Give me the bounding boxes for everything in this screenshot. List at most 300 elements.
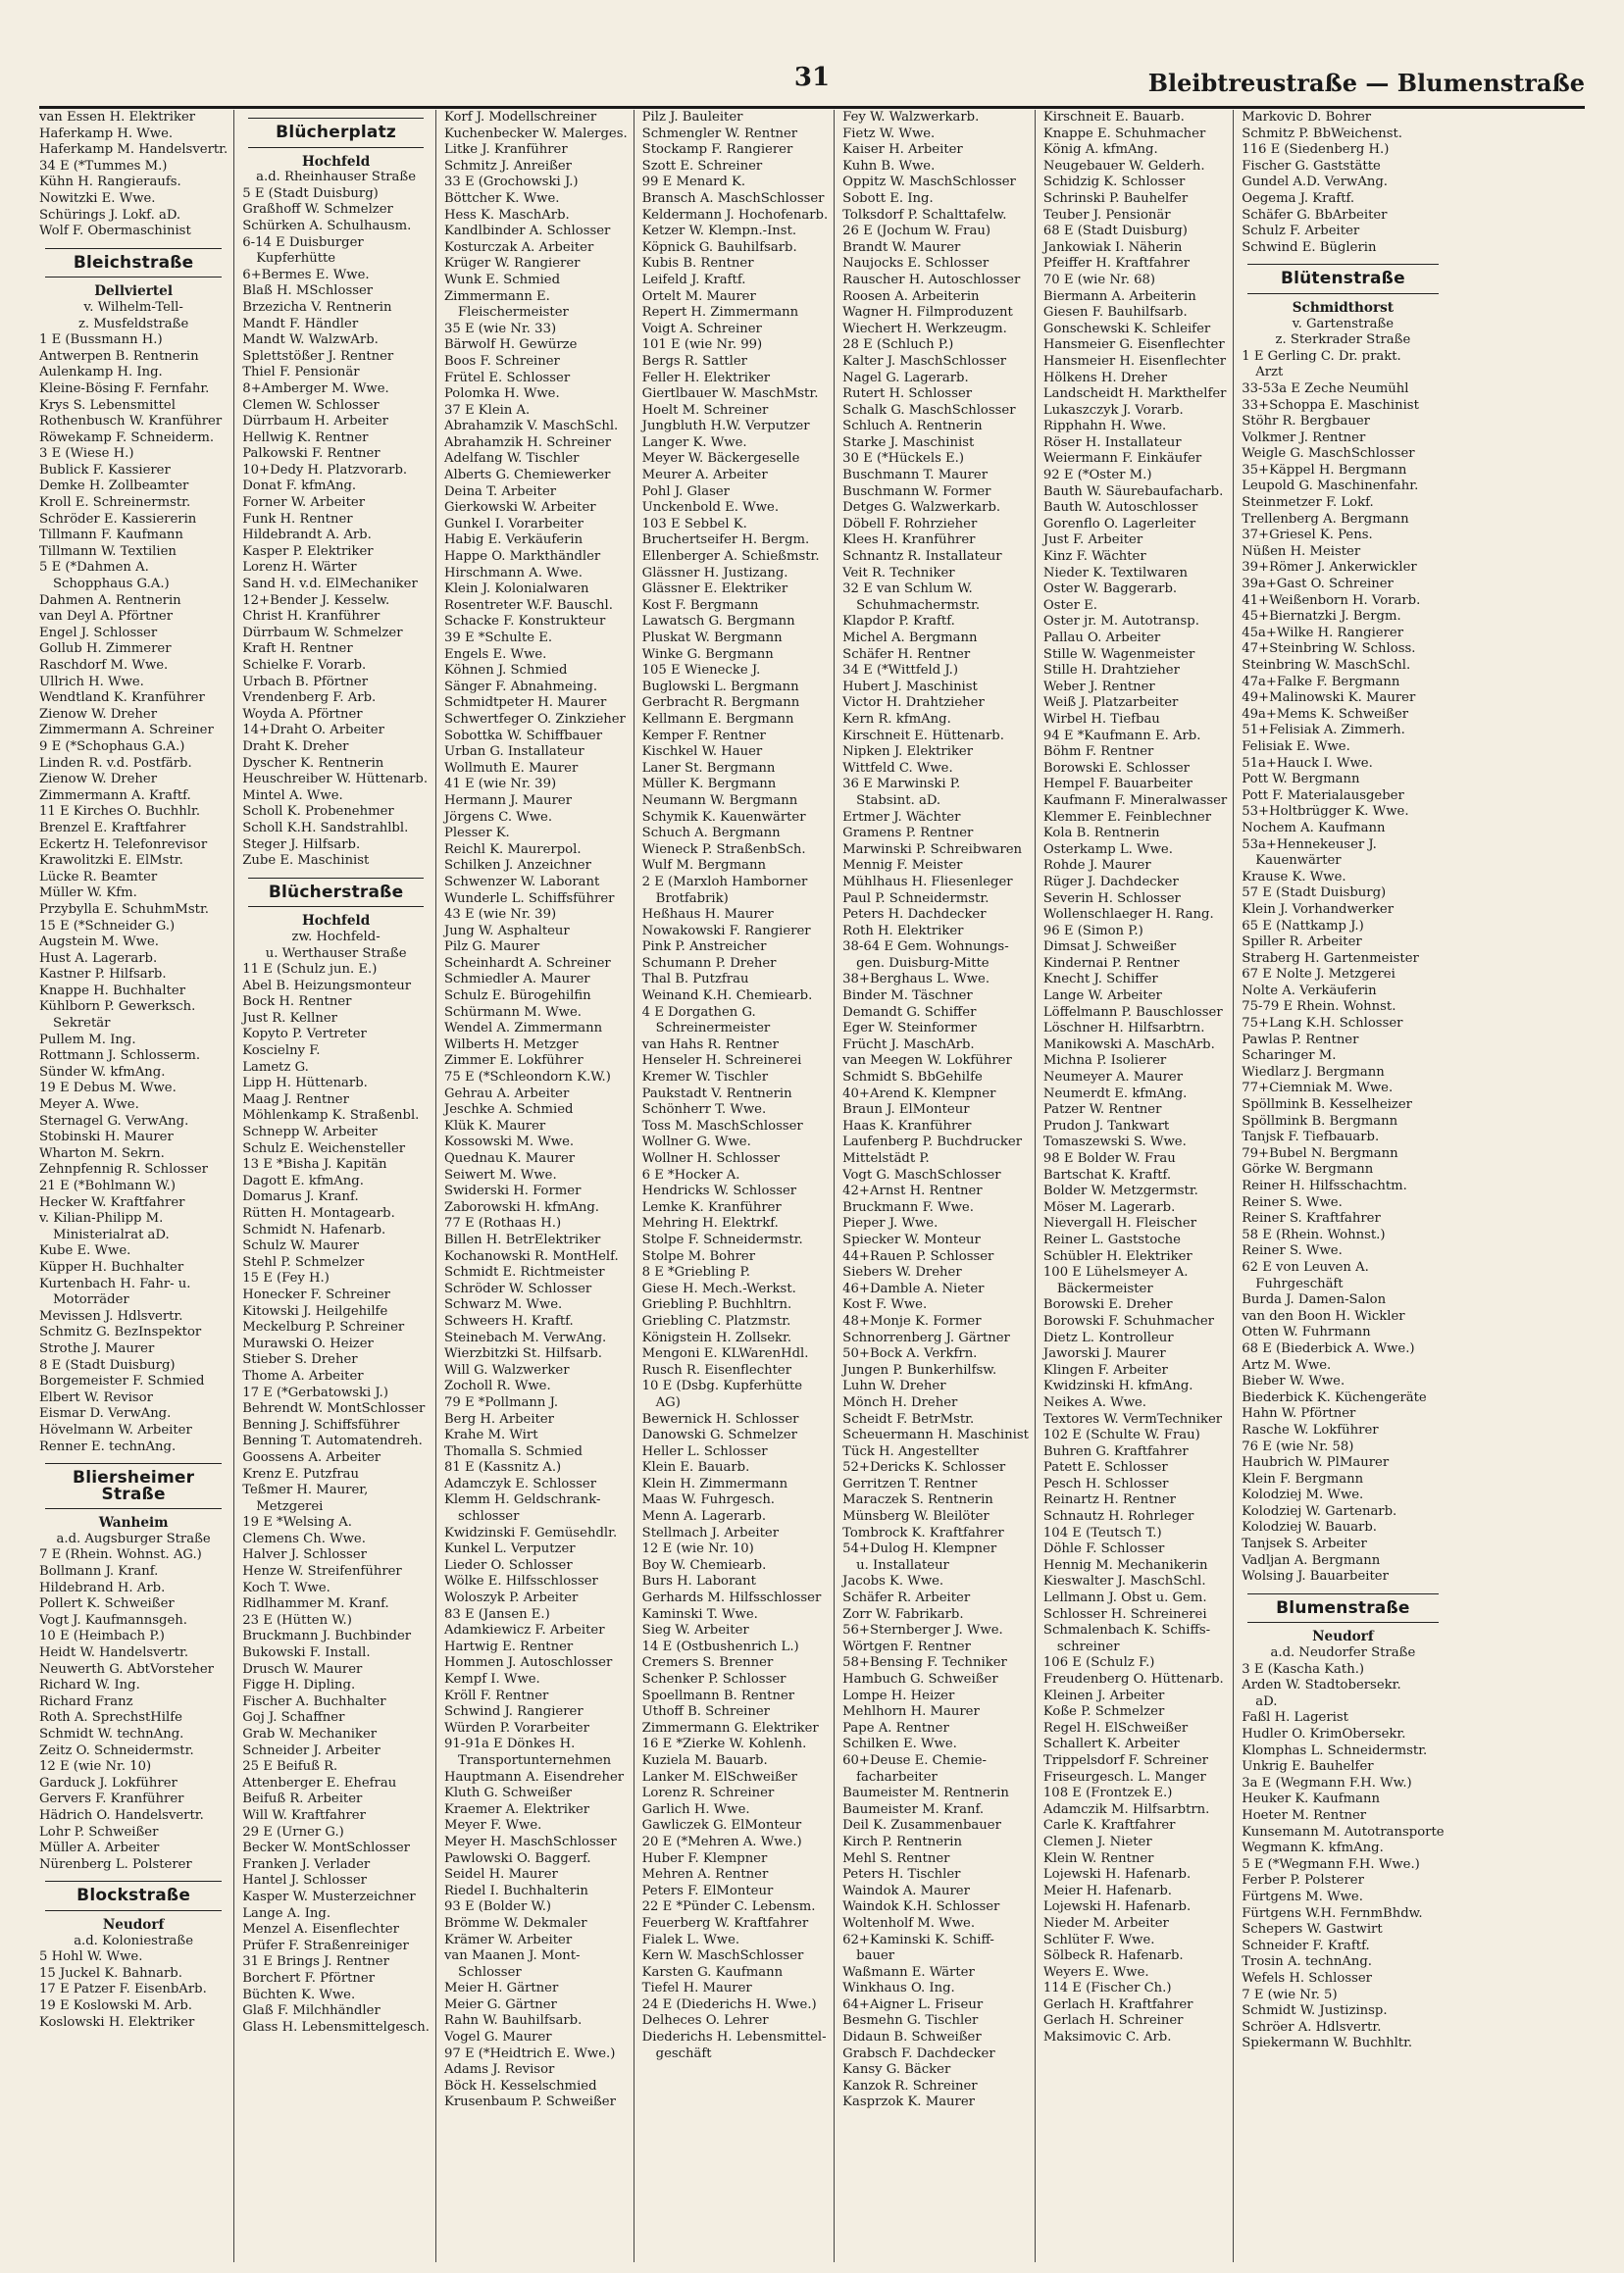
resident-entry: Kuchenbecker W. Malerges. (443, 126, 628, 141)
resident-entry: 19 E Koslowski M. Arb. (39, 1997, 192, 2013)
resident-entry: 17 E (*Gerbatowski J.) (242, 1385, 389, 1400)
resident-entry: Reiner S. Wwe. (1242, 1243, 1343, 1259)
street-heading: Bliersheimer Straße (45, 1463, 222, 1509)
resident-entry: Hövelmann W. Arbeiter (39, 1422, 192, 1438)
resident-entry: Kraft H. Rentner (242, 641, 353, 657)
resident-entry: Haas K. Kranführer (842, 1118, 972, 1134)
resident-entry: Rohde J. Maurer (1042, 858, 1151, 874)
resident-entry: Lieder O. Schlosser (443, 1557, 573, 1573)
resident-entry: Wulf M. Bergmann (641, 858, 766, 874)
resident-entry: Attenberger E. Ehefrau (242, 1775, 397, 1791)
resident-entry: Abrahamzik H. Schreiner (443, 434, 612, 450)
resident-entry: Pilz G. Maurer (443, 939, 540, 955)
resident-entry: Meyer W. Bäckergeselle (641, 451, 800, 467)
resident-entry: Nolte A. Verkäuferin (1242, 983, 1377, 998)
resident-entry: Kühn H. Rangieraufs. (39, 175, 181, 190)
resident-entry: Metzgerei (256, 1498, 324, 1514)
resident-entry: 67 E Nolte J. Metzgerei (1242, 967, 1396, 983)
resident-entry: Schmidt W. technAng. (39, 1727, 184, 1742)
resident-entry: 48+Monje K. Former (842, 1313, 982, 1329)
resident-entry: Kirschneit E. Bauarb. (1042, 110, 1185, 125)
resident-entry: Mintel A. Wwe. (242, 787, 343, 803)
resident-entry: 33 E (Grochowski J.) (443, 175, 579, 190)
resident-entry: 94 E *Kaufmann E. Arb. (1042, 728, 1201, 743)
resident-entry: Schmidt W. Justizinsp. (1242, 2003, 1388, 2019)
resident-entry: Victor H. Drahtzieher (842, 695, 985, 711)
street-heading: Blütenstraße (1247, 264, 1438, 294)
resident-entry: 70 E (wie Nr. 68) (1042, 272, 1156, 287)
resident-entry: Tillmann W. Textilien (39, 543, 177, 559)
resident-entry: Mönch H. Dreher (842, 1394, 958, 1410)
street-direction: v. Wilhelm-Tell- (83, 299, 183, 315)
resident-entry: Rauscher H. Autoschlosser (842, 272, 1021, 287)
resident-entry: Röser H. Installateur (1042, 434, 1182, 450)
resident-entry: Habig E. Verkäuferin (443, 532, 584, 548)
resident-entry: Dahmen A. Rentnerin (39, 592, 181, 608)
resident-entry: Müller A. Arbeiter (39, 1841, 160, 1856)
resident-entry: Didaun B. Schweißer (842, 2030, 982, 2046)
resident-entry: Vogt G. MaschSchlosser (842, 1167, 1001, 1183)
resident-entry: Schmidtpeter H. Maurer (443, 695, 607, 711)
resident-entry: Just R. Kellner (242, 1010, 337, 1026)
resident-entry: Siebers W. Dreher (842, 1265, 962, 1281)
resident-entry: Krenz E. Putzfrau (242, 1466, 359, 1482)
resident-entry: 49+Malinowski K. Maurer (1242, 690, 1416, 706)
resident-entry: 1 E Gerling C. Dr. prakt. (1242, 348, 1401, 364)
resident-entry: AG) (655, 1394, 681, 1410)
resident-entry: Jeschke A. Schmied (443, 1102, 574, 1118)
resident-entry: Krahe M. Wirt (443, 1428, 538, 1443)
resident-entry: 19 E Debus M. Wwe. (39, 1081, 177, 1096)
resident-entry: Kasprzok K. Maurer (842, 2095, 975, 2110)
resident-entry: 33-53a E Zeche Neumühl (1242, 380, 1409, 396)
resident-entry: Tanjsek S. Arbeiter (1242, 1537, 1367, 1552)
resident-entry: Kossowski M. Wwe. (443, 1135, 575, 1150)
resident-entry: Pallau O. Arbeiter (1042, 631, 1161, 645)
resident-entry: 32 E van Schlum W. (842, 581, 973, 597)
resident-entry: Paukstadt V. Rentnerin (641, 1086, 792, 1101)
resident-entry: Halver J. Schlosser (242, 1547, 367, 1563)
resident-entry: Henseler H. Schreinerei (641, 1053, 802, 1069)
resident-entry: Schulz F. Arbeiter (1242, 224, 1360, 239)
directory-column-5 (842, 110, 1036, 2262)
resident-entry: Fischer G. Gaststätte (1242, 158, 1381, 174)
resident-entry: Lellmann J. Obst u. Gem. (1042, 1591, 1207, 1606)
resident-entry: Winke G. Bergmann (641, 646, 774, 662)
resident-entry: Thiel F. Pensionär (242, 365, 360, 380)
resident-entry: Weigle G. MaschSchlosser (1242, 446, 1415, 462)
resident-entry: Nieder M. Arbeiter (1042, 1915, 1169, 1931)
resident-entry: Kühlborn P. Gewerksch. (39, 999, 196, 1015)
resident-entry: Neumeyer A. Maurer (1042, 1070, 1183, 1086)
resident-entry: Spöllmink B. Bergmann (1242, 1113, 1398, 1129)
resident-entry: Oster jr. M. Autotransp. (1042, 614, 1199, 630)
resident-entry: Lompe H. Heizer (842, 1688, 955, 1703)
resident-entry: schlosser (457, 1509, 520, 1525)
resident-entry: Borowski E. Dreher (1042, 1297, 1173, 1313)
resident-entry: Kola B. Rentnerin (1042, 826, 1160, 841)
resident-entry: Wegmann K. kfmAng. (1242, 1841, 1384, 1856)
resident-entry: facharbeiter (856, 1769, 938, 1785)
district-label: Schmidthorst (1292, 299, 1395, 316)
resident-entry: 62 E von Leuven A. (1242, 1259, 1369, 1275)
resident-entry: Wiechert H. Werkzeugm. (842, 321, 1007, 336)
district-label: Neudorf (102, 1916, 165, 1933)
resident-entry: Kopyto P. Vertreter (242, 1027, 367, 1042)
resident-entry: Berg H. Arbeiter (443, 1411, 554, 1427)
resident-entry: Renner E. technAng. (39, 1439, 177, 1454)
resident-entry: 97 E (*Heidtrich E. Wwe.) (443, 2046, 616, 2061)
resident-entry: 37+Griesel K. Pens. (1242, 528, 1373, 543)
resident-entry: Bukowski F. Install. (242, 1645, 371, 1661)
resident-entry: Pohl J. Glaser (641, 483, 730, 499)
resident-entry: Pullem M. Ing. (39, 1032, 136, 1047)
resident-entry: Kube E. Wwe. (39, 1243, 131, 1259)
resident-entry: Bransch A. MaschSchlosser (641, 190, 825, 206)
resident-entry: 7 E (wie Nr. 5) (1242, 1987, 1338, 2002)
resident-entry: Prüfer F. Straßenreiniger (242, 1938, 409, 1953)
resident-entry: Schalk G. MaschSchlosser (842, 402, 1016, 418)
resident-entry: Schmidt E. Richtmeister (443, 1265, 605, 1281)
resident-entry: Repert H. Zimmermann (641, 305, 799, 321)
resident-entry: 81 E (Kassnitz A.) (443, 1460, 562, 1476)
resident-entry: Danowski G. Schmelzer (641, 1428, 797, 1443)
resident-entry: Bruchertseifer H. Bergm. (641, 532, 810, 548)
resident-entry: Arden W. Stadtobersekr. (1242, 1678, 1401, 1693)
resident-entry: 17 E Patzer F. EisenbArb. (39, 1982, 207, 1997)
resident-entry: Meier H. Hafenarb. (1042, 1883, 1172, 1898)
resident-entry: Weiermann F. Einkäufer (1042, 451, 1202, 467)
running-head: Bleibtreustraße — Blumenstraße (1147, 69, 1585, 97)
resident-entry: Schmidt N. Hafenarb. (242, 1222, 386, 1238)
resident-entry: 40+Arend K. Klempner (842, 1086, 996, 1101)
directory-column-6 (1043, 110, 1234, 2262)
resident-entry: Münsberg W. Bleilöter (842, 1509, 990, 1525)
resident-entry: Mühlhaus H. Fliesenleger (842, 874, 1013, 889)
resident-entry: Nievergall H. Fleischer (1042, 1216, 1197, 1232)
resident-entry: 38+Berghaus L. Wwe. (842, 972, 990, 987)
resident-entry: Kosturczak A. Arbeiter (443, 239, 594, 255)
resident-entry: Patett E. Schlosser (1042, 1460, 1168, 1476)
resident-entry: Schnepp W. Arbeiter (242, 1125, 378, 1140)
resident-entry: Griebling C. Platzmstr. (641, 1313, 791, 1329)
resident-entry: v. Kilian-Philipp M. (39, 1211, 164, 1227)
resident-entry: Laufenberg P. Buchdrucker (842, 1135, 1023, 1150)
resident-entry: Bergs R. Sattler (641, 353, 747, 369)
resident-entry: 12 E (wie Nr. 10) (641, 1541, 754, 1557)
resident-entry: Goj J. Schaffner (242, 1710, 345, 1726)
resident-entry: Mittelstädt P. (842, 1151, 930, 1166)
resident-entry: 38-64 E Gem. Wohnungs- (842, 939, 1009, 955)
resident-entry: Clemens Ch. Wwe. (242, 1531, 366, 1546)
resident-entry: Nowakowski F. Rangierer (641, 923, 811, 938)
resident-entry: Zeitz O. Schneidermstr. (39, 1743, 194, 1758)
resident-entry: Buglowski L. Bergmann (641, 679, 799, 694)
resident-entry: Waindok A. Maurer (842, 1883, 970, 1898)
resident-entry: Vrendenberg F. Arb. (242, 690, 377, 706)
resident-entry: Biederbick K. Küchengeräte (1242, 1389, 1427, 1405)
resident-entry: 76 E (wie Nr. 58) (1242, 1439, 1354, 1454)
resident-entry: Garlich H. Wwe. (641, 1801, 750, 1817)
resident-entry: 47+Steinbring W. Schloss. (1242, 641, 1416, 657)
resident-entry: Patzer W. Rentner (1042, 1102, 1162, 1118)
resident-entry: Kauenwärter (1255, 853, 1342, 869)
resident-entry: 65 E (Nattkamp J.) (1242, 918, 1364, 934)
resident-entry: Nüßen H. Meister (1242, 543, 1361, 559)
resident-entry: Pawlas P. Rentner (1242, 1032, 1359, 1047)
resident-entry: Hansmeier G. Eisenflechter (1042, 337, 1225, 353)
resident-entry: 8 E *Griebling P. (641, 1265, 750, 1281)
resident-entry: Zimmermann A. Schreiner (39, 723, 214, 738)
resident-entry: 39 E *Schulte E. (443, 631, 553, 645)
resident-entry: 28 E (Schluch P.) (842, 337, 954, 353)
resident-entry: Dietz L. Kontrolleur (1042, 1330, 1174, 1345)
resident-entry: Knappe E. Schuhmacher (1042, 126, 1206, 141)
resident-entry: 51+Felisiak A. Zimmerh. (1242, 723, 1405, 738)
resident-entry: Schepers W. Gastwirt (1242, 1922, 1383, 1938)
resident-entry: Kieswalter J. MaschSchl. (1042, 1574, 1206, 1590)
resident-entry: Przybylla E. SchuhmMstr. (39, 901, 209, 917)
resident-entry: Friseurgesch. L. Manger (1042, 1769, 1206, 1785)
resident-entry: Becker W. MontSchlosser (242, 1841, 410, 1856)
resident-entry: 114 E (Fischer Ch.) (1042, 1981, 1172, 1996)
resident-entry: Brzezicha V. Rentnerin (242, 299, 392, 315)
resident-entry: Kuhn B. Wwe. (842, 158, 936, 174)
resident-entry: Frütel E. Schlosser (443, 370, 571, 385)
resident-entry: Spiecker W. Monteur (842, 1232, 981, 1247)
resident-entry: Linden R. v.d. Postfärb. (39, 755, 192, 771)
resident-entry: Rothenbusch W. Kranführer (39, 414, 223, 429)
resident-entry: Klingen F. Arbeiter (1042, 1362, 1168, 1378)
resident-entry: Krüger W. Rangierer (443, 256, 581, 272)
resident-entry: Schnantz R. Installateur (842, 549, 1002, 565)
resident-entry: Gerlach H. Schreiner (1042, 2013, 1184, 2029)
resident-entry: Borowski F. Schuhmacher (1042, 1313, 1214, 1329)
resident-entry: Stille H. Drahtzieher (1042, 663, 1180, 679)
resident-entry: Schulz W. Maurer (242, 1238, 359, 1254)
resident-entry: Heidt W. Handelsvertr. (39, 1645, 189, 1661)
resident-entry: Klein J. Vorhandwerker (1242, 901, 1394, 917)
resident-entry: Alberts G. Chemiewerker (443, 468, 611, 483)
resident-entry: Teuber J. Pensionär (1042, 207, 1171, 223)
resident-entry: 98 E Bolder W. Frau (1042, 1151, 1176, 1166)
resident-entry: Pott F. Materialausgeber (1242, 787, 1404, 803)
resident-entry: Severin H. Schlosser (1042, 890, 1181, 906)
resident-entry: Spoellmann B. Rentner (641, 1688, 795, 1703)
resident-entry: Krämer W. Arbeiter (443, 1932, 573, 1947)
resident-entry: Mandt W. WalzwArb. (242, 332, 379, 348)
resident-entry: 20 E (*Mehren A. Wwe.) (641, 1834, 802, 1849)
resident-entry: Hölkens H. Dreher (1042, 370, 1167, 385)
resident-entry: Fleischermeister (457, 305, 569, 321)
street-heading: Blücherstraße (248, 878, 424, 908)
resident-entry: Pesch H. Schlosser (1042, 1476, 1169, 1491)
resident-entry: Kanzok R. Schreiner (842, 2078, 978, 2094)
resident-entry: Brenzel E. Kraftfahrer (39, 820, 186, 835)
resident-entry: 15 E (Fey H.) (242, 1271, 330, 1287)
resident-entry: Bartschat K. Kraftf. (1042, 1167, 1172, 1183)
resident-entry: 39a+Gast O. Schreiner (1242, 577, 1394, 592)
resident-entry: Hellwig K. Rentner (242, 429, 369, 445)
resident-entry: Roosen A. Arbeiterin (842, 288, 980, 304)
resident-entry: Kremer W. Tischler (641, 1070, 769, 1086)
resident-entry: Scholl K. Probenehmer (242, 804, 394, 820)
resident-entry: Heßhaus H. Maurer (641, 907, 774, 923)
resident-entry: Scholl K.H. Sandstrahlbl. (242, 820, 409, 835)
resident-entry: Ripphahn H. Wwe. (1042, 419, 1167, 434)
resident-entry: Schmidt S. BbGehilfe (842, 1070, 983, 1086)
resident-entry: 26 E (Jochum W. Frau) (842, 224, 990, 239)
resident-entry: Kitowski J. Heilgehilfe (242, 1303, 388, 1319)
resident-entry: Donat F. kfmAng. (242, 479, 357, 494)
resident-entry: Tomaszewski S. Wwe. (1042, 1135, 1187, 1150)
resident-entry: Bäckermeister (1056, 1281, 1153, 1296)
resident-entry: Augstein M. Wwe. (39, 934, 159, 950)
resident-entry: Dimsat J. Schweißer (1042, 939, 1177, 955)
resident-entry: Frücht J. MaschArb. (842, 1036, 975, 1052)
resident-entry: Michna P. Isolierer (1042, 1053, 1167, 1069)
resident-entry: Urban G. Installateur (443, 744, 584, 760)
resident-entry: Raschdorf M. Wwe. (39, 658, 169, 673)
resident-entry: Schlosser H. Schreinerei (1042, 1606, 1207, 1622)
street-heading: Blockstraße (45, 1881, 222, 1911)
resident-entry: Billen H. BetrElektriker (443, 1232, 601, 1247)
resident-entry: Abrahamzik V. MaschSchl. (443, 419, 619, 434)
resident-entry: 35+Käppel H. Bergmann (1242, 462, 1407, 478)
resident-entry: 3 E (Wiese H.) (39, 446, 134, 462)
resident-entry: Oppitz W. MaschSchlosser (842, 175, 1016, 190)
resident-entry: Meckelburg P. Schreiner (242, 1320, 405, 1336)
resident-entry: Knecht J. Schiffer (1042, 972, 1158, 987)
resident-entry: Kindernai P. Rentner (1042, 955, 1180, 971)
resident-entry: Knappe H. Buchhalter (39, 983, 186, 998)
resident-entry: Klemmer E. Feinblechner (1042, 809, 1212, 825)
resident-entry: Hust A. Lagerarb. (39, 950, 158, 966)
resident-entry: 52+Dericks K. Schlosser (842, 1460, 1006, 1476)
resident-entry: Mandt F. Händler (242, 316, 359, 331)
resident-entry: van Deyl A. Pförtner (39, 609, 174, 625)
resident-entry: Zube E. Maschinist (242, 853, 370, 869)
resident-entry: Delheces O. Lehrer (641, 2013, 769, 2029)
resident-entry: 35 E (wie Nr. 33) (443, 321, 557, 336)
resident-entry: Maraczek S. Rentnerin (842, 1492, 993, 1508)
resident-entry: Honecker F. Schreiner (242, 1287, 390, 1302)
resident-entry: 49a+Mems K. Schweißer (1242, 706, 1409, 722)
resident-entry: Schwarz M. Wwe. (443, 1297, 563, 1313)
resident-entry: Gerbracht R. Bergmann (641, 695, 800, 711)
resident-entry: 68 E (Biederbick A. Wwe.) (1242, 1340, 1415, 1356)
resident-entry: Klein F. Bergmann (1242, 1471, 1364, 1487)
resident-entry: Splettstößer J. Rentner (242, 348, 394, 364)
resident-entry: 91-91a E Dönkes H. (443, 1737, 576, 1752)
resident-entry: Kleine-Bösing F. Fernfahr. (39, 380, 210, 396)
resident-entry: 8 E (Stadt Duisburg) (39, 1357, 176, 1373)
resident-entry: Tiefel H. Maurer (641, 1981, 752, 1996)
resident-entry: Klein E. Bauarb. (641, 1460, 750, 1476)
resident-entry: Deina T. Arbeiter (443, 483, 557, 499)
resident-entry: 44+Rauen P. Schlosser (842, 1248, 994, 1264)
resident-entry: Wagner H. Filmproduzent (842, 305, 1013, 321)
resident-entry: Lange W. Arbeiter (1042, 988, 1162, 1004)
resident-entry: Borchert F. Pförtner (242, 1970, 376, 1986)
resident-entry: Schlüter F. Wwe. (1042, 1932, 1155, 1947)
resident-entry: Zienow W. Dreher (39, 772, 158, 787)
resident-entry: Grab W. Mechaniker (242, 1727, 378, 1742)
resident-entry: Bock H. Rentner (242, 994, 352, 1010)
street-direction: zw. Hochfeld- (291, 929, 381, 944)
resident-entry: Toss M. MaschSchlosser (641, 1118, 803, 1134)
resident-entry: Kwidzinski F. Gemüsehdlr. (443, 1525, 618, 1541)
resident-entry: Klemm H. Geldschrank- (443, 1492, 601, 1508)
resident-entry: Motorräder (53, 1292, 129, 1308)
resident-entry: Kubis B. Rentner (641, 256, 754, 272)
resident-entry: Graßhoff W. Schmelzer (242, 202, 393, 218)
resident-entry: Sternagel G. VerwAng. (39, 1113, 189, 1129)
resident-entry: 103 E Sebbel K. (641, 516, 747, 531)
resident-entry: Figge H. Dipling. (242, 1678, 356, 1693)
resident-entry: Jankowiak I. Näherin (1042, 239, 1183, 255)
directory-column-1 (39, 110, 234, 2262)
resident-entry: Demke H. Zollbeamter (39, 479, 189, 494)
resident-entry: 53+Holtbrügger K. Wwe. (1242, 804, 1409, 820)
resident-entry: 83 E (Jansen E.) (443, 1606, 550, 1622)
resident-entry: Kaiser H. Arbeiter (842, 142, 963, 158)
resident-entry: Oster W. Baggerarb. (1042, 581, 1178, 597)
resident-entry: Polomka H. Wwe. (443, 386, 560, 402)
resident-entry: Wittfeld C. Wwe. (842, 760, 953, 776)
page-number: 31 (793, 63, 831, 92)
resident-entry: Just F. Arbeiter (1042, 532, 1143, 548)
resident-entry: Zienow W. Dreher (39, 706, 158, 722)
resident-entry: Wolsing J. Bauarbeiter (1242, 1569, 1389, 1585)
resident-entry: Freudenberg O. Hüttenarb. (1042, 1672, 1224, 1687)
resident-entry: Lukaszczyk J. Vorarb. (1042, 402, 1184, 418)
resident-entry: 50+Bock A. Verkfrn. (842, 1346, 978, 1362)
resident-entry: Carle K. Kraftfahrer (1042, 1818, 1176, 1834)
resident-entry: Schlosser (457, 1964, 522, 1980)
resident-entry: Stobinski H. Maurer (39, 1130, 174, 1145)
resident-entry: Wendel A. Zimmermann (443, 1021, 603, 1036)
resident-entry: Kröll F. Rentner (443, 1688, 549, 1703)
street-direction: z. Musfeldstraße (77, 316, 189, 331)
resident-entry: Schweers H. Kraftf. (443, 1313, 574, 1329)
resident-entry: Roth A. SprechstHilfe (39, 1710, 182, 1726)
resident-entry: Boos F. Schreiner (443, 353, 560, 369)
resident-entry: Kinz F. Wächter (1042, 549, 1146, 565)
resident-entry: Gundel A.D. VerwAng. (1242, 175, 1388, 190)
resident-entry: Manikowski A. MaschArb. (1042, 1036, 1215, 1052)
resident-entry: Ferber P. Polsterer (1242, 1873, 1364, 1889)
street-direction: a.d. Rheinhauser Straße (256, 170, 417, 185)
resident-entry: Benning J. Schiffsführer (242, 1417, 400, 1433)
resident-entry: Küpper H. Buchhalter (39, 1259, 184, 1275)
resident-entry: Lanker M. ElSchweißer (641, 1769, 797, 1785)
resident-entry: Brandt W. Maurer (842, 239, 961, 255)
resident-entry: Glässner H. Justizang. (641, 565, 788, 581)
resident-entry: Hecker W. Kraftfahrer (39, 1194, 185, 1210)
resident-entry: Textores W. VermTechniker (1042, 1411, 1223, 1427)
resident-entry: Giertlbauer W. MaschMstr. (641, 386, 819, 402)
resident-entry: van Meegen W. Lokführer (842, 1053, 1012, 1069)
resident-entry: Trippelsdorf F. Schreiner (1042, 1752, 1208, 1768)
resident-entry: 15 Juckel K. Bahnarb. (39, 1965, 182, 1981)
resident-entry: geschäft (655, 2046, 712, 2061)
resident-entry: Schönherr T. Wwe. (641, 1102, 767, 1118)
resident-entry: Rusch R. Eisenflechter (641, 1362, 792, 1378)
directory-column-3 (444, 110, 634, 2262)
resident-entry: Waindok K.H. Schlosser (842, 1899, 1000, 1915)
resident-entry: Meurer A. Arbeiter (641, 468, 768, 483)
